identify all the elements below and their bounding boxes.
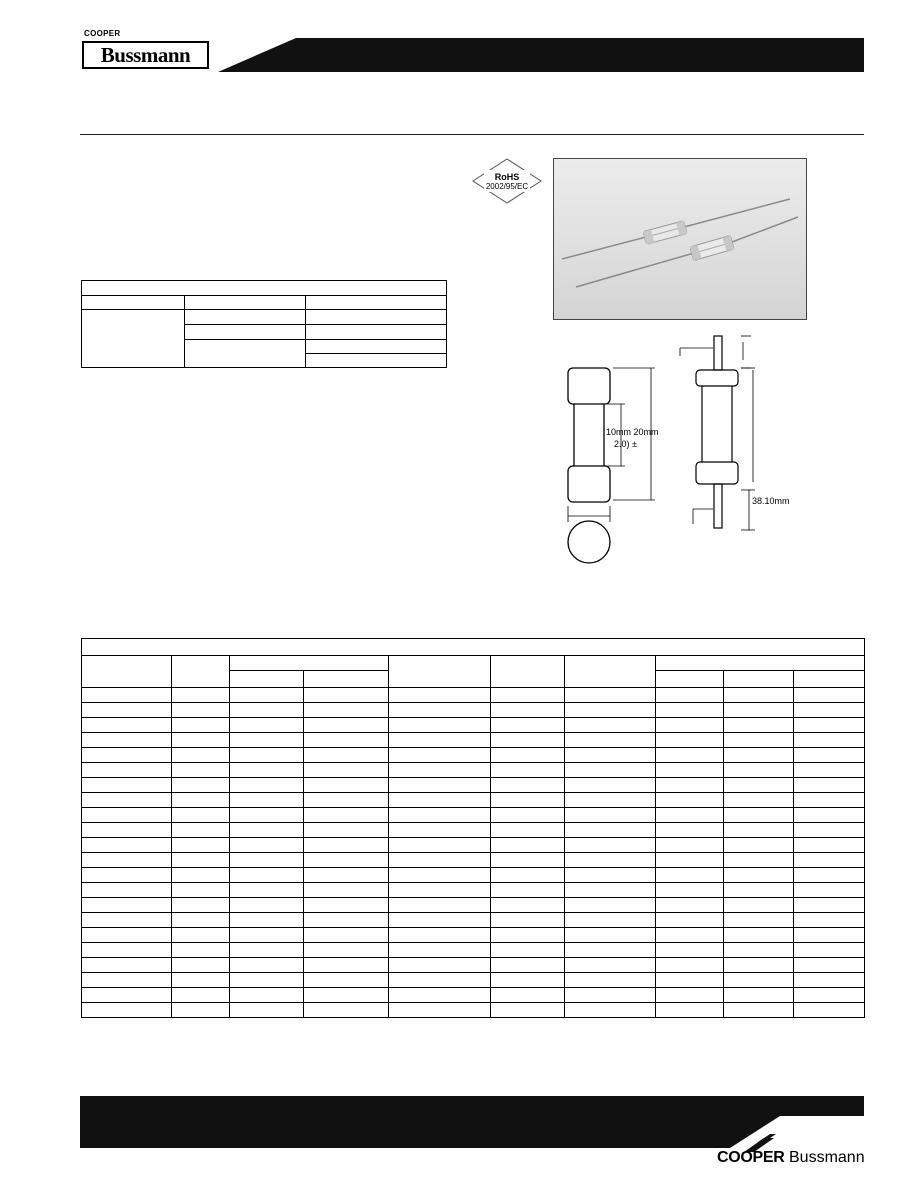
table-cell: [172, 763, 230, 778]
table-cell: [304, 838, 389, 853]
table-cell: [230, 1003, 304, 1018]
cooper-small-logo: COOPER: [84, 29, 121, 38]
table-cell: [794, 898, 865, 913]
table-cell: [230, 883, 304, 898]
table-cell: [82, 639, 865, 656]
table-row: [82, 838, 865, 853]
table-cell: [491, 793, 565, 808]
table-cell: [185, 310, 306, 325]
table-cell: [230, 898, 304, 913]
table-cell: [304, 823, 389, 838]
table-cell: [82, 778, 172, 793]
table-cell: [724, 958, 794, 973]
table-row: [82, 928, 865, 943]
table-cell: [172, 928, 230, 943]
table-cell: [389, 838, 491, 853]
table-cell: [304, 973, 389, 988]
table-cell: [491, 823, 565, 838]
table-cell: [304, 703, 389, 718]
axial-fuse-outline: [696, 336, 738, 528]
table-cell: [172, 733, 230, 748]
table-cell: [82, 943, 172, 958]
table-cell: [230, 808, 304, 823]
table-cell: [794, 793, 865, 808]
table-cell: [230, 703, 304, 718]
footer-cooper: COOPER: [717, 1149, 785, 1166]
table-cell: [724, 688, 794, 703]
table-cell: [389, 1003, 491, 1018]
table-cell: [656, 823, 724, 838]
table-cell: [491, 763, 565, 778]
table-row: [82, 281, 447, 296]
table-row: [82, 1003, 865, 1018]
table-cell: [794, 671, 865, 688]
table-cell: [565, 763, 656, 778]
table-cell: [304, 1003, 389, 1018]
table-cell: [565, 928, 656, 943]
table-cell: [172, 823, 230, 838]
table-cell: [656, 748, 724, 763]
table-cell: [389, 913, 491, 928]
table-cell: [389, 928, 491, 943]
table-cell: [565, 718, 656, 733]
table-cell: [724, 868, 794, 883]
table-cell: [230, 868, 304, 883]
table-cell: [491, 718, 565, 733]
table-cell: [389, 988, 491, 1003]
table-cell: [172, 883, 230, 898]
table-cell: [724, 718, 794, 733]
table-cell: [230, 838, 304, 853]
table-row: [82, 883, 865, 898]
table-cell: [389, 656, 491, 688]
table-cell: [389, 958, 491, 973]
table-row: [82, 793, 865, 808]
table-cell: [389, 688, 491, 703]
table-cell: [656, 958, 724, 973]
table-cell: [656, 808, 724, 823]
table-cell: [304, 943, 389, 958]
header-rule: [80, 134, 864, 135]
table-cell: [794, 853, 865, 868]
table-cell: [794, 973, 865, 988]
table-row: [82, 943, 865, 958]
table-cell: [389, 808, 491, 823]
table-cell: [794, 718, 865, 733]
table-cell: [82, 958, 172, 973]
table-cell: [724, 928, 794, 943]
table-cell: [306, 310, 447, 325]
table-cell: [794, 1003, 865, 1018]
table-cell: [185, 296, 306, 310]
table-cell: [491, 958, 565, 973]
table-cell: [82, 733, 172, 748]
table-row: [82, 868, 865, 883]
table-cell: [656, 988, 724, 1003]
table-cell: [656, 718, 724, 733]
table-cell: [656, 703, 724, 718]
table-cell: [82, 1003, 172, 1018]
table-cell: [230, 793, 304, 808]
table-cell: [656, 778, 724, 793]
table-cell: [656, 688, 724, 703]
table-cell: [172, 943, 230, 958]
table-cell: [304, 793, 389, 808]
table-cell: [794, 913, 865, 928]
table-cell: [565, 703, 656, 718]
table-cell: [389, 703, 491, 718]
table-cell: [794, 883, 865, 898]
table-cell: [656, 793, 724, 808]
table-cell: [656, 883, 724, 898]
table-cell: [304, 671, 389, 688]
table-cell: [82, 898, 172, 913]
table-cell: [82, 808, 172, 823]
table-cell: [724, 943, 794, 958]
table-cell: [724, 823, 794, 838]
table-cell: [491, 838, 565, 853]
catalog-table: [81, 638, 865, 1018]
table-cell: [82, 296, 185, 310]
table-cell: [794, 763, 865, 778]
table-cell: [724, 853, 794, 868]
table-cell: [389, 943, 491, 958]
table-cell: [724, 748, 794, 763]
table-row: [82, 898, 865, 913]
table-cell: [230, 823, 304, 838]
footer-bussmann: Bussmann: [789, 1149, 865, 1166]
cooper-bussmann-footer-logo: [717, 1149, 865, 1167]
table-cell: [304, 718, 389, 733]
table-cell: [794, 943, 865, 958]
table-cell: [491, 748, 565, 763]
table-cell: [82, 763, 172, 778]
table-cell: [185, 340, 306, 368]
table-cell: [82, 748, 172, 763]
table-cell: [565, 793, 656, 808]
table-cell: [491, 943, 565, 958]
table-cell: [656, 656, 865, 671]
tolerance-label: 2.0) ±: [614, 439, 637, 449]
table-cell: [304, 913, 389, 928]
table-row: [82, 763, 865, 778]
table-cell: [565, 808, 656, 823]
table-cell: [306, 354, 447, 368]
table-cell: [656, 898, 724, 913]
table-row: [82, 703, 865, 718]
table-cell: [185, 325, 306, 340]
table-cell: [724, 1003, 794, 1018]
table-cell: [82, 281, 447, 296]
table-cell: [82, 838, 172, 853]
table-cell: [724, 973, 794, 988]
table-cell: [304, 763, 389, 778]
table-cell: [172, 913, 230, 928]
table-cell: [491, 928, 565, 943]
table-cell: [304, 853, 389, 868]
table-cell: [656, 733, 724, 748]
table-cell: [565, 973, 656, 988]
table-cell: [230, 763, 304, 778]
table-cell: [389, 733, 491, 748]
table-cell: [491, 913, 565, 928]
table-cell: [172, 656, 230, 688]
table-row: [82, 310, 447, 325]
table-cell: [230, 853, 304, 868]
rohs-line2: 2002/95/EC: [485, 182, 529, 191]
table-cell: [656, 763, 724, 778]
table-cell: [389, 823, 491, 838]
table-cell: [172, 958, 230, 973]
table-cell: [565, 823, 656, 838]
table-cell: [724, 763, 794, 778]
table-cell: [172, 988, 230, 1003]
table-cell: [565, 898, 656, 913]
table-cell: [565, 778, 656, 793]
rohs-line1: RoHS: [494, 172, 520, 182]
table-cell: [172, 718, 230, 733]
brand-name: Bussmann: [100, 42, 191, 67]
header-band: [218, 38, 864, 72]
table-cell: [491, 883, 565, 898]
table-cell: [172, 868, 230, 883]
table-cell: [230, 671, 304, 688]
table-cell: [230, 913, 304, 928]
table-cell: [656, 838, 724, 853]
table-cell: [389, 853, 491, 868]
table-cell: [565, 853, 656, 868]
table-cell: [230, 748, 304, 763]
table-cell: [389, 883, 491, 898]
table-cell: [724, 671, 794, 688]
table-cell: [304, 868, 389, 883]
table-cell: [230, 943, 304, 958]
table-cell: [82, 928, 172, 943]
table-cell: [491, 1003, 565, 1018]
table-cell: [389, 718, 491, 733]
table-cell: [565, 733, 656, 748]
table-cell: [565, 656, 656, 688]
catalog-table-body: [82, 688, 865, 1018]
rohs-badge-shape: [472, 158, 542, 204]
table-cell: [724, 913, 794, 928]
table-cell: [724, 883, 794, 898]
table-cell: [491, 703, 565, 718]
table-cell: [230, 928, 304, 943]
table-cell: [565, 688, 656, 703]
table-row: [82, 778, 865, 793]
table-cell: [172, 973, 230, 988]
table-cell: [565, 913, 656, 928]
table-cell: [304, 958, 389, 973]
table-cell: [304, 988, 389, 1003]
table-cell: [491, 988, 565, 1003]
table-cell: [565, 748, 656, 763]
table-header-row: [82, 656, 865, 671]
table-cell: [172, 898, 230, 913]
table-cell: [230, 988, 304, 1003]
table-cell: [565, 868, 656, 883]
table-cell: [794, 988, 865, 1003]
table-cell: [389, 748, 491, 763]
table-cell: [306, 296, 447, 310]
table-cell: [230, 718, 304, 733]
table-cell: [304, 928, 389, 943]
table-cell: [172, 838, 230, 853]
table-cell: [172, 688, 230, 703]
table-row: [82, 973, 865, 988]
table-cell: [172, 703, 230, 718]
rohs-badge: [472, 158, 542, 204]
table-cell: [389, 793, 491, 808]
table-cell: [656, 868, 724, 883]
table-cell: [724, 778, 794, 793]
lead-length-label: 38.10mm: [752, 496, 790, 506]
table-cell: [794, 808, 865, 823]
table-cell: [565, 988, 656, 1003]
table-row: [82, 808, 865, 823]
table-cell: [230, 656, 389, 671]
table-cell: [724, 898, 794, 913]
table-cell: [389, 763, 491, 778]
table-cell: [724, 838, 794, 853]
table-cell: [82, 656, 172, 688]
table-cell: [304, 898, 389, 913]
table-cell: [389, 868, 491, 883]
table-cell: [794, 703, 865, 718]
table-cell: [172, 808, 230, 823]
table-cell: [565, 838, 656, 853]
table-cell: [656, 913, 724, 928]
table-cell: [656, 943, 724, 958]
table-cell: [172, 853, 230, 868]
table-row: [82, 853, 865, 868]
table-row: [82, 688, 865, 703]
table-cell: [172, 748, 230, 763]
table-cell: [724, 733, 794, 748]
table-row: [82, 296, 447, 310]
table-cell: [794, 688, 865, 703]
table-cell: [794, 778, 865, 793]
table-cell: [491, 868, 565, 883]
table-cell: [82, 823, 172, 838]
dimensions-drawing: [555, 334, 805, 574]
table-cell: [304, 748, 389, 763]
table-cell: [491, 853, 565, 868]
table-cell: [82, 703, 172, 718]
fuse-outline: [568, 368, 610, 563]
table-cell: [724, 988, 794, 1003]
table-cell: [82, 973, 172, 988]
table-cell: [565, 958, 656, 973]
table-row: [82, 748, 865, 763]
product-photo: [553, 158, 807, 320]
table-cell: [389, 898, 491, 913]
table-cell: [230, 958, 304, 973]
table-cell: [82, 883, 172, 898]
table-cell: [491, 656, 565, 688]
table-row: [82, 988, 865, 1003]
table-cell: [172, 1003, 230, 1018]
table-row: [82, 733, 865, 748]
table-cell: [656, 671, 724, 688]
table-cell: [82, 853, 172, 868]
table-cell: [794, 838, 865, 853]
table-cell: [230, 973, 304, 988]
table-cell: [82, 718, 172, 733]
table-cell: [794, 823, 865, 838]
table-cell: [304, 808, 389, 823]
spec-table: [81, 280, 447, 368]
table-cell: [491, 898, 565, 913]
table-cell: [82, 688, 172, 703]
table-cell: [565, 883, 656, 898]
table-title-row: [82, 639, 865, 656]
table-row: [82, 913, 865, 928]
table-cell: [491, 808, 565, 823]
table-cell: [565, 1003, 656, 1018]
table-cell: [306, 325, 447, 340]
table-cell: [230, 778, 304, 793]
table-cell: [491, 733, 565, 748]
table-cell: [304, 688, 389, 703]
bussmann-logo: [82, 41, 209, 69]
table-row: [82, 718, 865, 733]
table-cell: [304, 733, 389, 748]
table-cell: [491, 688, 565, 703]
table-cell: [389, 778, 491, 793]
table-cell: [389, 973, 491, 988]
table-cell: [491, 973, 565, 988]
table-cell: [656, 853, 724, 868]
table-cell: [656, 928, 724, 943]
table-cell: [724, 793, 794, 808]
table-cell: [172, 793, 230, 808]
table-row: [82, 823, 865, 838]
body-length-label: 10mm 20mm: [606, 427, 659, 437]
table-cell: [82, 988, 172, 1003]
fuse-photo-illustration: [554, 159, 807, 320]
table-cell: [565, 943, 656, 958]
table-cell: [656, 973, 724, 988]
table-cell: [304, 778, 389, 793]
table-cell: [724, 808, 794, 823]
table-cell: [794, 928, 865, 943]
table-cell: [491, 778, 565, 793]
table-cell: [230, 688, 304, 703]
table-cell: [794, 748, 865, 763]
table-cell: [230, 733, 304, 748]
table-cell: [794, 958, 865, 973]
table-row: [82, 958, 865, 973]
table-cell: [656, 1003, 724, 1018]
table-cell: [794, 868, 865, 883]
table-cell: [82, 913, 172, 928]
table-cell: [304, 883, 389, 898]
table-cell: [82, 793, 172, 808]
table-cell: [172, 778, 230, 793]
table-cell: [724, 703, 794, 718]
table-cell: [306, 340, 447, 354]
table-cell: [794, 733, 865, 748]
table-cell: [82, 868, 172, 883]
table-cell: [82, 310, 185, 368]
